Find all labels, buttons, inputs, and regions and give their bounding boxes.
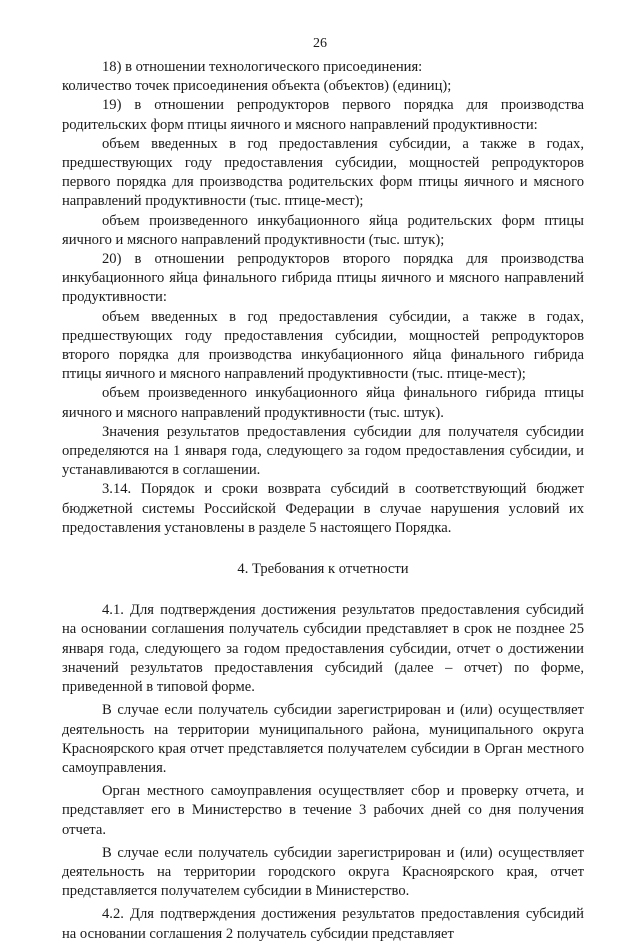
paragraph: 3.14. Порядок и сроки возврата субсидий в соответствующий бюджет бюджетной системы Российской Федерации в случае нарушения условий их предоставления установлены в разделе 5 настоящего Порядка. (62, 481, 584, 536)
paragraph: объем введенных в год предоставления субсидии, а также в годах, предшествующих году предоставления субсидии, мощностей репродукторов первого порядка для производства родительских форм птицы яичного и мясного направлений продуктивности (тыс. птице-мест); (62, 135, 584, 210)
paragraph: 18) в отношении технологического присоединения: (102, 59, 423, 75)
paragraph: 19) в отношении репродукторов первого порядка для производства родительских форм птицы яичного и мясного направлений продуктивности: (62, 97, 584, 133)
paragraph: 4.1. Для подтверждения достижения результатов предоставления субсидий на основании соглашения получатель субсидии представляет в срок не позднее 25 января года, следующего за годом предоставления субсидии, отчет о достижении значений результатов предоставления субсидий (далее – отчет) по форме, приведенной в типовой форме. (62, 602, 584, 696)
paragraph: В случае если получатель субсидии зарегистрирован и (или) осуществляет деятельность на территории муниципального района, муниципального округа Красноярского края отчет представляется получателем субсидии в Орган местного самоуправления. (62, 702, 584, 776)
paragraph: объем произведенного инкубационного яйца родительских форм птицы яичного и мясного направлений продуктивности (тыс. штук); (62, 212, 584, 248)
paragraph: объем произведенного инкубационного яйца финального гибрида птицы яичного и мясного направлений продуктивности (тыс. штук). (62, 385, 584, 421)
page-number: 26 (313, 36, 327, 51)
document-body (62, 58, 584, 944)
paragraph: 20) в отношении репродукторов второго порядка для производства инкубационного яйца финального гибрида птицы яичного и мясного направлений продуктивности: (62, 251, 584, 306)
paragraph: Значения результатов предоставления субсидии для получателя субсидии определяются на 1 января года, следующего за годом предоставления субсидии, и устанавливаются в соглашении. (62, 423, 584, 479)
paragraph: Орган местного самоуправления осуществляет сбор и проверку отчета, и представляет его в Министерство в течение 3 рабочих дней со дня получения отчета. (62, 783, 584, 838)
paragraph: количество точек присоединения объекта (объектов) (единиц); (62, 78, 452, 95)
paragraph: В случае если получатель субсидии зарегистрирован и (или) осуществляет деятельность на территории городского округа Красноярского края, отчет представляется получателем субсидии в Министерство. (62, 844, 584, 900)
section-heading: 4. Требования к отчетности (237, 561, 409, 578)
paragraph: объем введенных в год предоставления субсидии, а также в годах, предшествующих году предоставления субсидии, мощностей репродукторов второго порядка для производства инкубационного яйца финального гибрида птицы яичного и мясного направлений продуктивности (тыс. птице-мест); (62, 308, 584, 383)
paragraph: 4.2. Для подтверждения достижения результатов предоставления субсидий на основании соглашения 2 получатель субсидии представляет (62, 906, 584, 942)
